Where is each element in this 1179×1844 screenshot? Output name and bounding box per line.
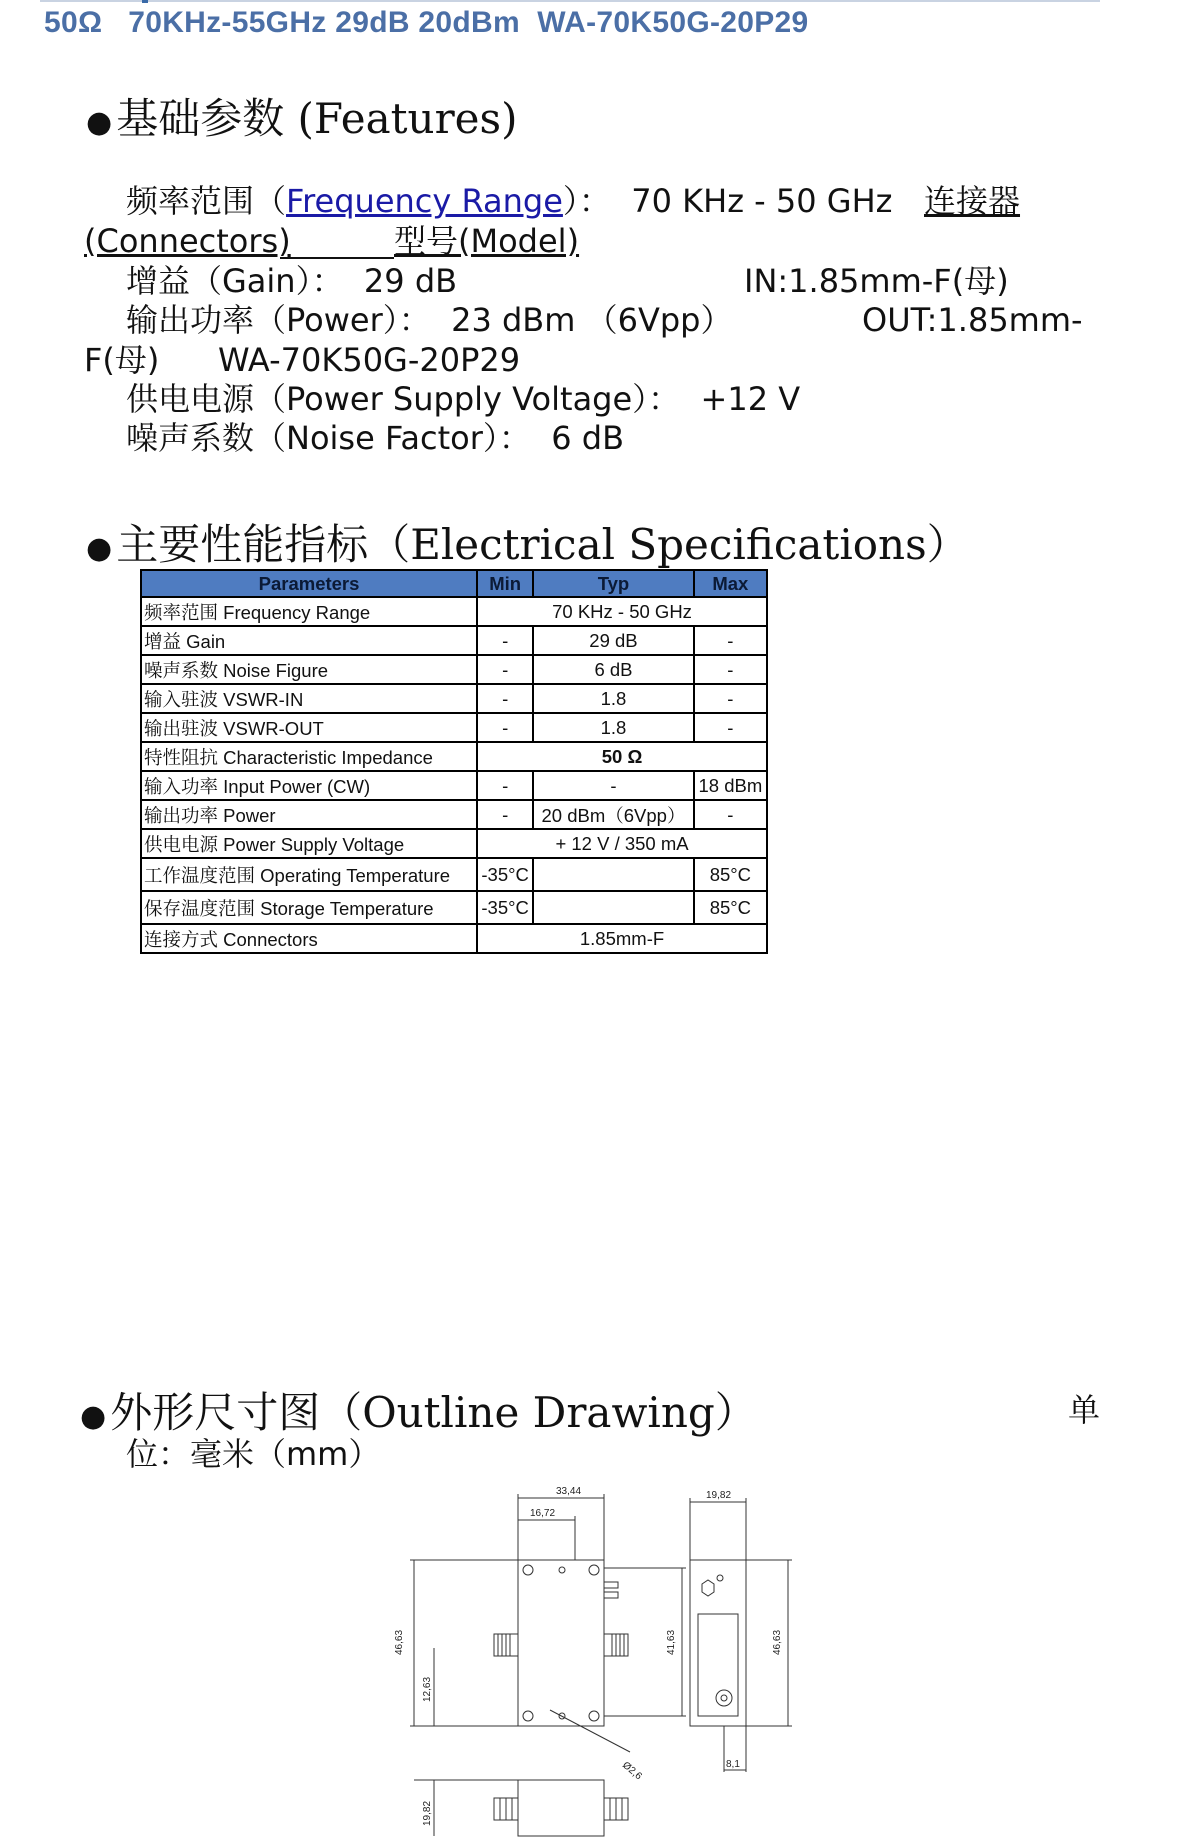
table-header-row: [141, 570, 767, 597]
mount-hole: [589, 1711, 599, 1721]
min-cell: -: [477, 713, 533, 742]
typ-cell: [533, 858, 694, 891]
hex-nut: [702, 1580, 714, 1596]
param-cell: 输入功率 Input Power (CW): [141, 771, 477, 800]
param-cell: 特性阻抗 Characteristic Impedance: [141, 742, 477, 771]
connectors-cn: 连接器: [924, 182, 1021, 220]
unit-label-a: 单: [1068, 1391, 1101, 1429]
mount-hole: [523, 1711, 533, 1721]
supply-line: 供电电源（Power Supply Voltage）： +12 V: [126, 380, 801, 418]
table-row: [141, 858, 767, 891]
power-line: 输出功率（Power）： 23 dBm （6Vpp）: [126, 301, 733, 339]
out-connector: OUT:1.85mm-: [862, 301, 1083, 339]
col-typ: Typ: [533, 570, 694, 597]
model-value: WA-70K50G-20P29: [218, 341, 521, 379]
table-row: [141, 800, 767, 829]
typ-cell: 20 dBm（6Vpp）: [533, 800, 694, 829]
dim-label: 41,63: [666, 1629, 677, 1655]
param-cell: 增益 Gain: [141, 626, 477, 655]
param-cell: 输出功率 Power: [141, 800, 477, 829]
table-row: [141, 891, 767, 924]
bullet-icon: ●: [86, 104, 113, 140]
freq-line: 频率范围（Frequency Range）： 70 KHz - 50 GHz: [126, 182, 893, 220]
col-max: Max: [694, 570, 767, 597]
min-cell: -: [477, 626, 533, 655]
table-row: [141, 829, 767, 858]
unit-label-b: 位：毫米（mm）: [126, 1435, 381, 1473]
mount-hole: [523, 1565, 533, 1575]
param-cell: 供电电源 Power Supply Voltage: [141, 829, 477, 858]
table-row: [141, 626, 767, 655]
typ-cell: 29 dB: [533, 626, 694, 655]
min-cell: -35°C: [477, 858, 533, 891]
span-cell: 70 KHz - 50 GHz: [477, 597, 767, 626]
min-cell: -: [477, 684, 533, 713]
top-rule: [40, 0, 1100, 2]
typ-cell: 6 dB: [533, 655, 694, 684]
features-heading: ●基础参数 (Features): [86, 94, 518, 143]
param-cell: 工作温度范围 Operating Temperature: [141, 858, 477, 891]
mount-hole: [589, 1565, 599, 1575]
min-cell: -: [477, 655, 533, 684]
mount-hole: [559, 1567, 565, 1573]
typ-cell: -: [533, 771, 694, 800]
max-cell: -: [694, 626, 767, 655]
out-connector-cont: F(母): [84, 341, 160, 379]
dim-label: 12,63: [422, 1676, 433, 1702]
max-cell: -: [694, 713, 767, 742]
side-hole: [717, 1575, 723, 1581]
housing-outline: [518, 1560, 604, 1726]
side-connector-pin: [721, 1695, 727, 1701]
dim-label: 46,63: [772, 1629, 783, 1655]
table-row: [141, 713, 767, 742]
frequency-range-link[interactable]: Frequency Range: [286, 182, 563, 220]
table-row: [141, 742, 767, 771]
max-cell: -: [694, 800, 767, 829]
outline-heading: ●外形尺寸图（Outline Drawing）: [80, 1388, 757, 1437]
bullet-icon: ●: [80, 1398, 107, 1434]
bullet-icon: ●: [86, 530, 113, 566]
connectors-en: (Connectors): [84, 222, 291, 260]
span-cell: 1.85mm-F: [477, 924, 767, 953]
blank-underline: [280, 221, 394, 259]
max-cell: 18 dBm: [694, 771, 767, 800]
min-cell: -: [477, 800, 533, 829]
in-connector: IN:1.85mm-F(母): [744, 262, 1009, 300]
max-cell: 85°C: [694, 858, 767, 891]
param-cell: 噪声系数 Noise Figure: [141, 655, 477, 684]
top-rule-accent: [142, 0, 148, 3]
table-row: [141, 771, 767, 800]
side-connector: [716, 1690, 732, 1706]
dim-label: Ø2,6: [620, 1759, 644, 1783]
col-min: Min: [477, 570, 533, 597]
col-parameters: Parameters: [141, 570, 477, 597]
typ-cell: 1.8: [533, 713, 694, 742]
specs-heading: ●主要性能指标（Electrical Specifications）: [86, 520, 969, 569]
dim-label: 19,82: [422, 1800, 433, 1826]
gain-line: 增益（Gain）： 29 dB: [126, 262, 458, 300]
dim-label: 8,1: [726, 1759, 740, 1770]
param-cell: 输出驻波 VSWR-OUT: [141, 713, 477, 742]
max-cell: 85°C: [694, 891, 767, 924]
span-cell: 50 Ω: [477, 742, 767, 771]
max-cell: -: [694, 684, 767, 713]
model-label: 型号(Model): [394, 222, 580, 260]
span-cell: + 12 V / 350 mA: [477, 829, 767, 858]
bottom-view-outline: [518, 1780, 604, 1836]
min-cell: -: [477, 771, 533, 800]
dim-label: 46,63: [394, 1629, 405, 1655]
dc-pin: [604, 1592, 618, 1598]
outline-drawing: [390, 1480, 870, 1844]
spec-table: [140, 569, 768, 954]
param-cell: 输入驻波 VSWR-IN: [141, 684, 477, 713]
table-row: [141, 924, 767, 953]
dc-pin: [604, 1582, 618, 1588]
table-row: [141, 655, 767, 684]
noise-line: 噪声系数（Noise Factor）： 6 dB: [126, 419, 625, 457]
table-row: [141, 684, 767, 713]
dim-label: 16,72: [530, 1508, 556, 1519]
min-cell: -35°C: [477, 891, 533, 924]
param-cell: 连接方式 Connectors: [141, 924, 477, 953]
dim-label: 33,44: [556, 1486, 582, 1497]
typ-cell: 1.8: [533, 684, 694, 713]
max-cell: -: [694, 655, 767, 684]
table-row: [141, 597, 767, 626]
param-cell: 保存温度范围 Storage Temperature: [141, 891, 477, 924]
param-cell: 频率范围 Frequency Range: [141, 597, 477, 626]
dim-label: 19,82: [706, 1490, 732, 1501]
product-title: 50Ω 70KHz-55GHz 29dB 20dBm WA-70K50G-20P29: [44, 6, 809, 39]
typ-cell: [533, 891, 694, 924]
